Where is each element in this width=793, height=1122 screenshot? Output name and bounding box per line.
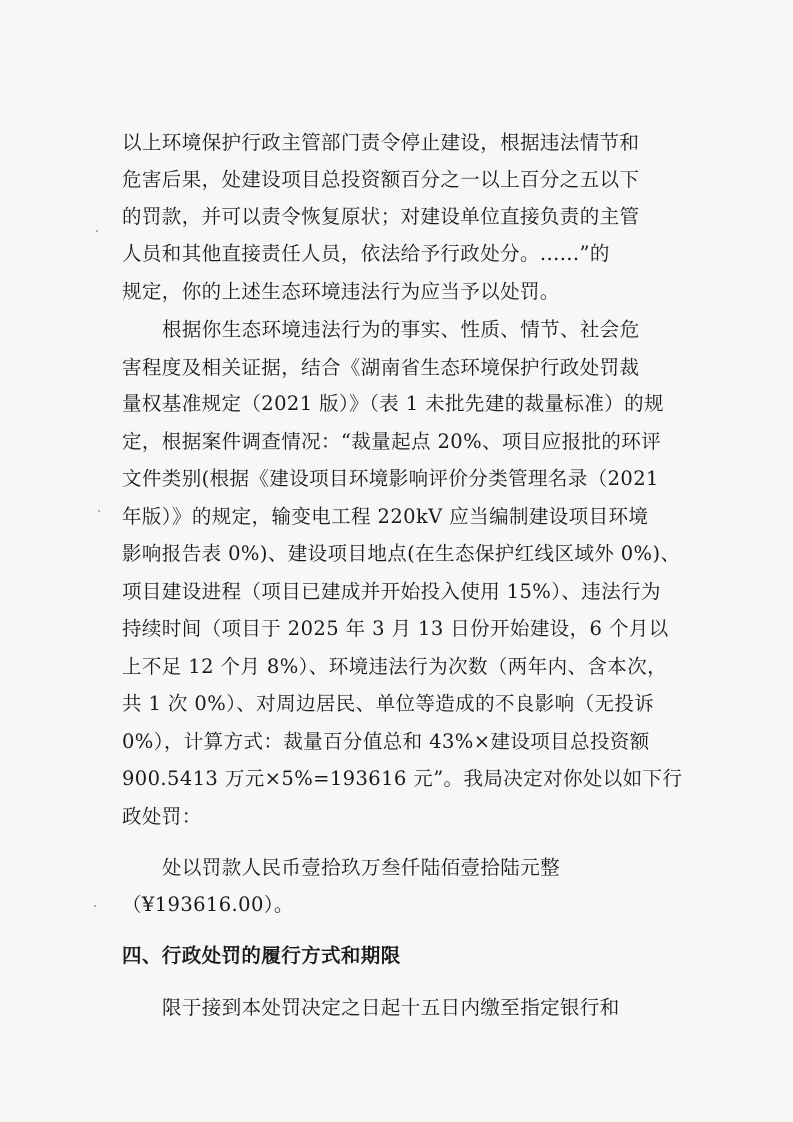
text-line: 人员和其他直接责任人员，依法给予行政处分。......”的 bbox=[122, 242, 610, 265]
section-heading: 四、行政处罚的履行方式和期限 bbox=[122, 944, 401, 967]
text-line: 定，根据案件调查情况：“裁量起点 20%、项目应报批的环评 bbox=[122, 430, 662, 453]
text-line: 以上环境保护行政主管部门责令停止建设，根据违法情节和 bbox=[122, 131, 640, 154]
text-line: 持续时间（项目于 2025 年 3 月 13 日份开始建设，6 个月以 bbox=[122, 617, 669, 640]
paragraph-start-line: 限于接到本处罚决定之日起十五日内缴至指定银行和 bbox=[162, 996, 620, 1019]
paragraph-start-line: 根据你生态环境违法行为的事实、性质、情节、社会危 bbox=[162, 318, 640, 341]
text-line: 害程度及相关证据，结合《湖南省生态环境保护行政处罚裁 bbox=[122, 356, 640, 379]
scan-speck bbox=[98, 510, 100, 512]
text-line: 危害后果，处建设项目总投资额百分之一以上百分之五以下 bbox=[122, 168, 640, 191]
penalty-amount-line: 处以罚款人民币壹拾玖万叁仟陆佰壹拾陆元整 bbox=[162, 856, 561, 879]
text-line: 0%），计算方式：裁量百分值总和 43%×建设项目总投资额 bbox=[122, 730, 650, 753]
scan-speck bbox=[94, 905, 96, 907]
scan-speck bbox=[96, 230, 98, 232]
text-line: 的罚款，并可以责令恢复原状；对建设单位直接负责的主管 bbox=[122, 205, 640, 228]
text-line: 900.5413 万元×5%=193616 元”。我局决定对你处以如下行 bbox=[122, 767, 683, 790]
text-line: 影响报告表 0%)、建设项目地点(在生态保护红线区域外 0%)、 bbox=[122, 542, 681, 565]
text-line: 年版）》的规定，输变电工程 220kV 应当编制建设项目环境 bbox=[122, 505, 649, 528]
text-line: 政处罚： bbox=[122, 805, 202, 828]
text-line: 量权基准规定（2021 版）》（表 1 未批先建的裁量标准）的规 bbox=[122, 392, 664, 415]
text-line: 项目建设进程（项目已建成并开始投入使用 15%）、违法行为 bbox=[122, 580, 661, 603]
text-line: 上不足 12 个月 8%）、环境违法行为次数（两年内、含本次， bbox=[122, 655, 667, 678]
penalty-amount-figure: （¥193616.00）。 bbox=[122, 893, 294, 916]
text-line: 规定，你的上述生态环境违法行为应当予以处罚。 bbox=[122, 280, 560, 303]
text-line: 共 1 次 0%）、对周边居民、单位等造成的不良影响（无投诉 bbox=[122, 692, 655, 715]
text-line: 文件类别(根据《建设项目环境影响评价分类管理名录（2021 bbox=[122, 467, 659, 490]
